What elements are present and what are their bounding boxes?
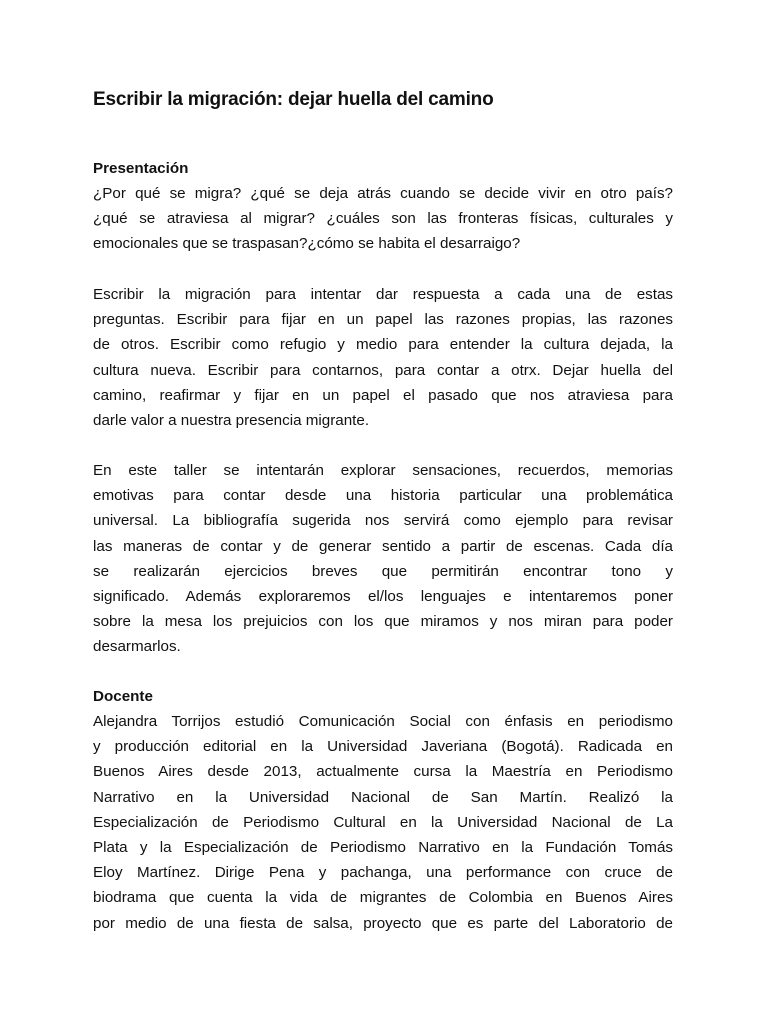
paragraph-escribir xyxy=(93,282,673,433)
paragraph-line: emocionales que se traspasan?¿cómo se habita el desarraigo? xyxy=(93,235,521,253)
paragraph-preguntas xyxy=(93,181,673,257)
paragraph-line: significado. Además exploraremos el/los lenguajes e intentaremos poner xyxy=(93,588,673,606)
paragraph-line: Especialización de Periodismo Cultural en la Universidad Nacional de La xyxy=(93,813,673,831)
paragraph-line: emotivas para contar desde una historia particular una problemática xyxy=(93,487,673,505)
paragraph-line: cultura nueva. Escribir para contarnos, para contar a otrx. Dejar huella del xyxy=(93,361,673,379)
paragraph-line: por medio de una fiesta de salsa, proyecto que es parte del Laboratorio de xyxy=(93,914,673,932)
paragraph-line: sobre la mesa los prejuicios con los que miramos y nos miran para poder xyxy=(93,613,673,631)
document-title: Escribir la migración: dejar huella del camino xyxy=(93,89,494,110)
paragraph-line: de otros. Escribir como refugio y medio para entender la cultura dejada, la xyxy=(93,336,673,354)
paragraph-taller xyxy=(93,458,673,660)
paragraph-line: preguntas. Escribir para fijar en un papel las razones propias, las razones xyxy=(93,311,673,329)
paragraph-line: se realizarán ejercicios breves que permitirán encontrar tono y xyxy=(93,562,673,580)
paragraph-line: ¿Por qué se migra? ¿qué se deja atrás cuando se decide vivir en otro país? xyxy=(93,185,673,202)
paragraph-line: camino, reafirmar y fijar en un papel el pasado que nos atraviesa para xyxy=(93,386,673,404)
paragraph-line: Alejandra Torrijos estudió Comunicación Social con énfasis en periodismo xyxy=(93,713,673,730)
section-heading-presentacion: Presentación xyxy=(93,160,189,177)
paragraph-line: Narrativo en la Universidad Nacional de San Martín. Realizó la xyxy=(93,788,673,806)
paragraph-line: biodrama que cuenta la vida de migrantes de Colombia en Buenos Aires xyxy=(93,889,673,907)
paragraph-line: las maneras de contar y de generar sentido a partir de escenas. Cada día xyxy=(93,537,673,555)
paragraph-line: Buenos Aires desde 2013, actualmente cursa la Maestría en Periodismo xyxy=(93,763,673,781)
paragraph-docente-bio xyxy=(93,709,673,936)
paragraph-line: universal. La bibliografía sugerida nos servirá como ejemplo para revisar xyxy=(93,512,673,530)
paragraph-line: Plata y la Especialización de Periodismo Narrativo en la Fundación Tomás xyxy=(93,839,673,857)
paragraph-line: En este taller se intentarán explorar sensaciones, recuerdos, memorias xyxy=(93,462,673,479)
paragraph-line: darle valor a nuestra presencia migrante. xyxy=(93,412,370,430)
paragraph-line: Eloy Martínez. Dirige Pena y pachanga, una performance con cruce de xyxy=(93,864,673,882)
paragraph-line: Escribir la migración para intentar dar respuesta a cada una de estas xyxy=(93,286,673,303)
paragraph-line: desarmarlos. xyxy=(93,638,181,656)
paragraph-line: ¿qué se atraviesa al migrar? ¿cuáles son las fronteras físicas, culturales y xyxy=(93,210,673,228)
section-heading-docente: Docente xyxy=(93,688,153,705)
paragraph-line: y producción editorial en la Universidad Javeriana (Bogotá). Radicada en xyxy=(93,738,673,756)
